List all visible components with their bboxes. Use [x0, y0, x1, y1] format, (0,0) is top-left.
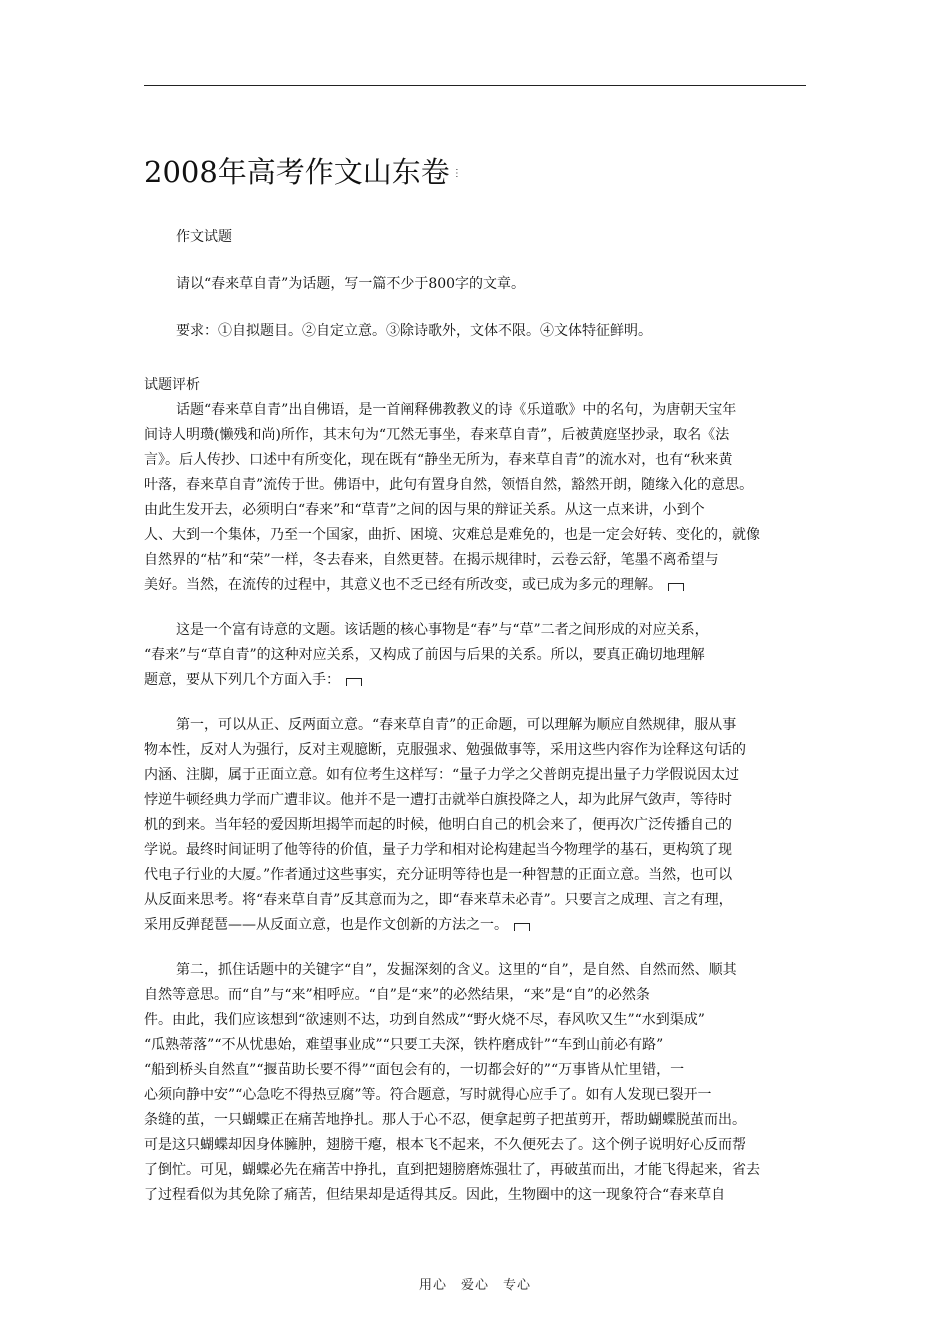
analysis-paragraph — [144, 713, 810, 938]
analysis-paragraph — [144, 618, 810, 693]
paragraph-line: 采用反弹琵琶——从反面立意，也是作文创新的方法之一。 — [144, 917, 508, 933]
page-footer: 用心 爱心 专心 — [418, 1278, 531, 1293]
analysis-section — [144, 373, 810, 1208]
paragraph-line: 题意，要从下列几个方面入手： — [144, 672, 340, 688]
analysis-heading: 试题评析 — [144, 377, 200, 393]
paragraph-line: 条缝的茧，一只蝴蝶正在痛苦地挣扎。那人于心不忍，便拿起剪子把茧剪开，帮助蝴蝶脱茧而出。 — [144, 1112, 746, 1128]
analysis-paragraph — [144, 958, 810, 1208]
paragraph-line: 内涵、注脚，属于正面立意。如有位考生这样写：“量子力学之父普朗克提出量子力学假说因太过 — [144, 767, 740, 783]
paragraph-line: 心须向静中安”“心急吃不得热豆腐”等。符合题意，写时就得心应手了。如有人发现已裂开一 — [144, 1087, 712, 1103]
paragraph-line: 由此生发开去，必须明白“春来”和“草青”之间的因与果的辩证关系。从这一点来讲，小到个 — [144, 502, 705, 518]
paragraph-mark-icon — [668, 583, 684, 591]
paragraph-line: “船到桥头自然直”“揠苗助长要不得”“面包会有的，一切都会好的”“万事皆从忙里错，一 — [144, 1062, 685, 1078]
paragraph-line: 叶落，春来草自青”流传于世。佛语中，此句有置身自然，领悟自然，豁然开朗，随缘入化的意思。 — [144, 477, 754, 493]
title-anchor-mark: ⋮ — [451, 168, 462, 179]
paragraph-line: 件。由此，我们应该想到“欲速则不达，功到自然成”“野火烧不尽，春风吹又生”“水到渠成” — [144, 1012, 705, 1028]
essay-requirements: 要求：①自拟题目。②自定立意。③除诗歌外，文体不限。④文体特征鲜明。 — [176, 323, 652, 339]
essay-prompt: 请以“春来草自青”为话题，写一篇不少于800字的文章。 — [176, 276, 526, 292]
paragraph-line: 悖逆牛顿经典力学而广遭非议。他并不是一遭打击就举白旗投降之人，却为此屏气敛声，等待时 — [144, 792, 732, 808]
header-rule — [144, 85, 806, 86]
paragraph-line: 话题“春来草自青”出自佛语，是一首阐释佛教教义的诗《乐道歌》中的名句，为唐朝天宝年 — [176, 402, 737, 418]
paragraph-line: 了倒忙。可见，蝴蝶必先在痛苦中挣扎，直到把翅膀磨炼强壮了，再破茧而出，才能飞得起来，省去 — [144, 1162, 760, 1178]
analysis-paragraph — [144, 398, 810, 598]
paragraph-line: 了过程看似为其免除了痛苦，但结果却是适得其反。因此，生物圈中的这一现象符合“春来草自 — [144, 1187, 726, 1203]
paragraph-line: 代电子行业的大厦。”作者通过这些事实，充分证明等待也是一种智慧的正面立意。当然，也可以 — [144, 867, 733, 883]
title-text: 2008年高考作文山东卷 — [144, 155, 450, 189]
paragraph-line: 学说。最终时间证明了他等待的价值，量子力学和相对论构建起当今物理学的基石，更构筑了现 — [144, 842, 732, 858]
paragraph-mark-icon — [346, 678, 362, 686]
paragraph-line: 言》。后人传抄、口述中有所变化，现在既有“静坐无所为，春来草自青”的流水对，也有“秋来黄 — [144, 452, 733, 468]
paragraph-line: 可是这只蝴蝶却因身体臃肿，翅膀干瘪，根本飞不起来，不久便死去了。这个例子说明好心反而帮 — [144, 1137, 746, 1153]
paragraph-mark-icon — [514, 923, 530, 931]
paragraph-line: 机的到来。当年轻的爱因斯坦揭竿而起的时候，他明白自己的机会来了，便再次广泛传播自己的 — [144, 817, 732, 833]
paragraph-line: 自然界的“枯”和“荣”一样，冬去春来，自然更替。在揭示规律时，云卷云舒，笔墨不离希望与 — [144, 552, 719, 568]
paragraph-line: “瓜熟蒂落”“不从忧患始，难望事业成”“只要工夫深，铁杵磨成针”“车到山前必有路” — [144, 1037, 664, 1053]
paragraph-line: “春来”与“草自青”的这种对应关系，又构成了前因与后果的关系。所以，要真正确切地理解 — [144, 647, 705, 663]
paragraph-line: 物本性，反对人为强行，反对主观臆断，克服强求、勉强做事等，采用这些内容作为诠释这句话的 — [144, 742, 746, 758]
paragraph-line: 从反面来思考。将“春来草自青”反其意而为之，即“春来草未必青”。只要言之成理、言之有理， — [144, 892, 733, 908]
section-heading: 作文试题 — [176, 229, 232, 245]
paragraph-line: 第一，可以从正、反两面立意。“春来草自青”的正命题，可以理解为顺应自然规律，服从事 — [176, 717, 737, 733]
paragraph-line: 自然等意思。而“自”与“来”相呼应。“自”是“来”的必然结果，“来”是“自”的必然条 — [144, 987, 650, 1003]
paragraph-line: 第二，抓住话题中的关键字“自”，发掘深刻的含义。这里的“自”，是自然、自然而然、顺其 — [176, 962, 737, 978]
paragraph-line: 这是一个富有诗意的文题。该话题的核心事物是“春”与“草”二者之间形成的对应关系， — [176, 622, 709, 638]
paragraph-line: 美好。当然，在流传的过程中，其意义也不乏已经有所改变，或已成为多元的理解。 — [144, 577, 662, 593]
document-title — [144, 152, 462, 194]
exam-section — [144, 225, 810, 344]
paragraph-line: 间诗人明瓒(懒残和尚)所作，其末句为“兀然无事坐，春来草自青”，后被黄庭坚抄录，取名《法 — [144, 427, 730, 443]
paragraph-line: 人、大到一个集体，乃至一个国家，曲折、困境、灾难总是难免的，也是一定会好转、变化的，就像 — [144, 527, 760, 543]
